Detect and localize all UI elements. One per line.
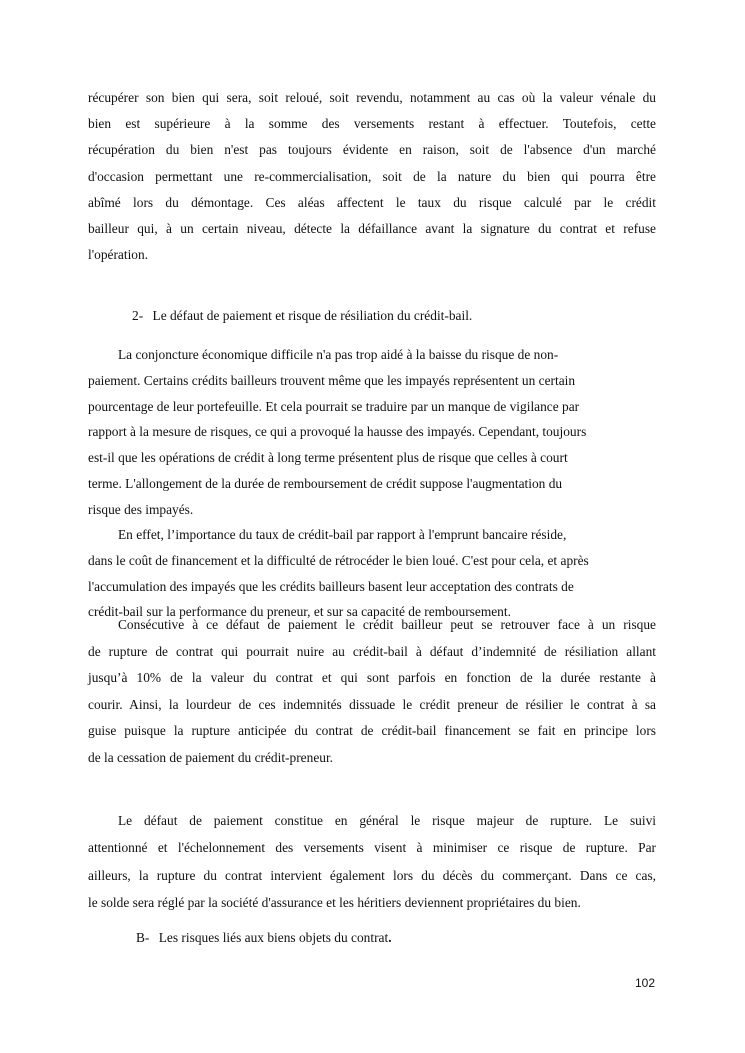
heading-number: B- [136,930,150,945]
section-heading-2 [132,308,472,324]
text-line: l'accumulation des impayés que les crédits bailleurs basent leur acceptation des contrats de [88,578,574,594]
heading-number: 2- [132,308,144,323]
text-line: bailleur qui, à un certain niveau, détecte la défaillance avant la signature du contrat et refuse [88,220,656,236]
heading-text: Les risques liés aux biens objets du contrat [158,930,389,945]
section-heading-b [136,930,392,946]
text-line: dans le coût de financement et la difficulté de rétrocéder le bien loué. C'est pour cela, et après [88,552,589,568]
text-line: ailleurs, la rupture du contrat intervient également lors du décès du commerçant. Dans ce cas, [88,867,656,883]
text-line: récupération du bien n'est pas toujours évidente en raison, soit de l'absence d'un marché [88,142,656,158]
text-line: risque des impayés. [88,501,194,517]
text-line: guise puisque la rupture anticipée du contrat de crédit-bail financement se fait en principe lors [88,723,656,739]
paragraph-4 [88,612,656,772]
text-line: Le défaut de paiement constitue en général le risque majeur de rupture. Le suivi [118,813,656,828]
text-line: de la cessation de paiement du crédit-preneur. [88,749,334,765]
text-line: l'opération. [88,247,149,263]
text-line: courir. Ainsi, la lourdeur de ces indemnités dissuade le crédit preneur de résilier le contrat à sa [88,696,656,712]
heading-text: Le défaut de paiement et risque de résiliation du crédit-bail. [152,308,473,323]
text-line: attentionné et l'échelonnement des versements visent à minimiser ce risque de rupture. Par [88,840,656,856]
text-line: d'occasion permettant une re-commercialisation, soit de la nature du bien qui pourra être [88,168,656,184]
text-line: En effet, l’importance du taux de crédit-bail par rapport à l'emprunt bancaire réside, [118,527,567,542]
text-line: bien est supérieure à la somme des versements restant à effectuer. Toutefois, cette [88,116,656,132]
text-line: le solde sera réglé par la société d'assurance et les héritiers deviennent propriétaires du bien. [88,894,581,910]
text-line: récupérer son bien qui sera, soit reloué, soit revendu, notamment au cas où la valeur vénale du [88,90,656,105]
page-number: 102 [634,976,655,990]
text-line: paiement. Certains crédits bailleurs trouvent même que les impayés représentent un certain [88,372,576,388]
text-line: abîmé lors du démontage. Ces aléas affectent le taux du risque calculé par le crédit [88,194,656,210]
text-line: crédit-bail sur la performance du preneur, et sur sa capacité de remboursement. [88,604,511,620]
text-line: pourcentage de leur portefeuille. Et cela pourrait se traduire par un manque de vigilance par [88,398,580,414]
paragraph-2 [88,342,656,523]
text-line: est-il que les opérations de crédit à long terme présentent plus de risque que celles à court [88,450,568,466]
text-line: rapport à la mesure de risques, ce qui a provoqué la hausse des impayés. Cependant, toujours [88,424,587,440]
text-line: terme. L'allongement de la durée de remboursement de crédit suppose l'augmentation du [88,475,563,491]
text-line: de rupture de contrat qui pourrait nuire au crédit-bail à défaut d’indemnité de résiliation allant [88,643,656,659]
text-line: Consécutive à ce défaut de paiement le crédit bailleur peut se retrouver face à un risque [118,617,656,632]
paragraph-5 [88,807,656,916]
text-line: jusqu’à 10% de la valeur du contrat et qui sont parfois en fonction de la durée restante à [88,670,656,686]
text-line: La conjoncture économique difficile n'a pas trop aidé à la baisse du risque de non- [118,347,559,362]
paragraph-3 [88,522,656,625]
heading-period: . [388,930,392,945]
paragraph-1 [88,85,656,268]
